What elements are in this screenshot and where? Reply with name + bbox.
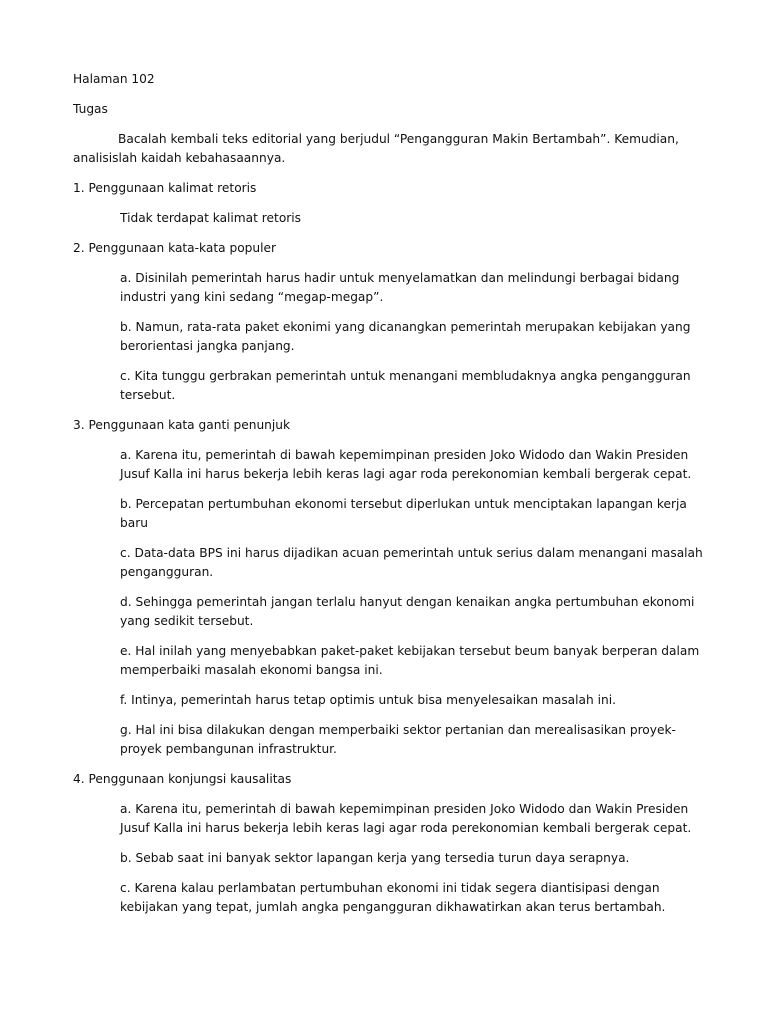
document-page [73, 70, 703, 928]
section-1 [73, 179, 703, 228]
list-item: g. Hal ini bisa dilakukan dengan memperbaiki sektor pertanian dan merealisasikan proyek-proyek pembangunan infrastruktur. [120, 723, 676, 756]
task-label: Tugas [73, 102, 108, 116]
list-item: a. Karena itu, pemerintah di bawah kepemimpinan presiden Joko Widodo dan Wakin Presiden Jusuf Kalla ini harus bekerja lebih keras lagi agar roda perekonomian kembali bergerak cepat. [120, 448, 692, 481]
section-heading: 4. Penggunaan konjungsi kausalitas [73, 772, 292, 786]
section-heading: 3. Penggunaan kata ganti penunjuk [73, 418, 291, 432]
list-item: a. Disinilah pemerintah harus hadir untuk menyelamatkan dan melindungi berbagai bidang industri yang kini sedang “megap-megap”. [120, 271, 680, 304]
section-heading: 2. Penggunaan kata-kata populer [73, 241, 277, 255]
list-item: c. Kita tunggu gerbrakan pemerintah untuk menangani membludaknya angka pengangguran tersebut. [120, 369, 691, 402]
list-item: f. Intinya, pemerintah harus tetap optimis untuk bisa menyelesaikan masalah ini. [120, 693, 616, 707]
section-heading: 1. Penggunaan kalimat retoris [73, 181, 257, 195]
instruction-paragraph: Bacalah kembali teks editorial yang berjudul “Pengangguran Makin Bertambah”. Kemudian, analisislah kaidah kebahasaannya. [73, 132, 679, 165]
section-4 [73, 770, 703, 917]
list-item: b. Namun, rata-rata paket ekonimi yang dicanangkan pemerintah merupakan kebijakan yang berorientasi jangka panjang. [120, 320, 691, 353]
list-item: c. Data-data BPS ini harus dijadikan acuan pemerintah untuk serius dalam menangani masalah pengangguran. [120, 546, 703, 579]
list-item: c. Karena kalau perlambatan pertumbuhan ekonomi ini tidak segera diantisipasi dengan kebijakan yang tepat, jumlah angka pengangguran dikhawatirkan akan terus bertambah. [120, 881, 666, 914]
section-2 [73, 239, 703, 405]
list-item: e. Hal inilah yang menyebabkan paket-paket kebijakan tersebut beum banyak berperan dalam memperbaiki masalah ekonomi bangsa ini. [120, 644, 700, 677]
list-item: b. Percepatan pertumbuhan ekonomi tersebut diperlukan untuk menciptakan lapangan kerja baru [120, 497, 687, 530]
list-item: a. Karena itu, pemerintah di bawah kepemimpinan presiden Joko Widodo dan Wakin Presiden Jusuf Kalla ini harus bekerja lebih keras lagi agar roda perekonomian kembali bergerak cepat. [120, 802, 692, 835]
list-item: Tidak terdapat kalimat retoris [120, 211, 302, 225]
page-label: Halaman 102 [73, 72, 155, 86]
list-item: b. Sebab saat ini banyak sektor lapangan kerja yang tersedia turun daya serapnya. [120, 851, 630, 865]
list-item: d. Sehingga pemerintah jangan terlalu hanyut dengan kenaikan angka pertumbuhan ekonomi yang sedikit tersebut. [120, 595, 695, 628]
section-3 [73, 416, 703, 759]
